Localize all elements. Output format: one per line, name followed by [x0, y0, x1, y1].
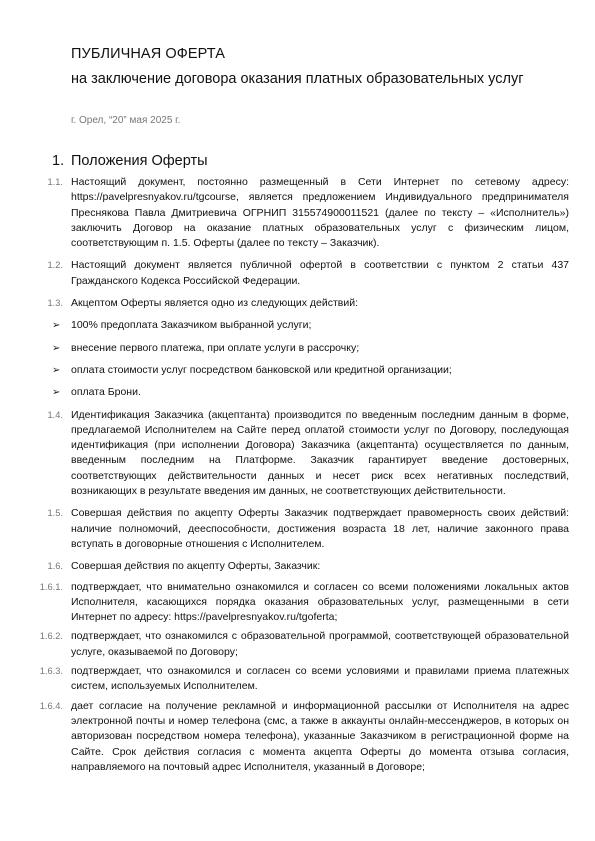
clause-text: оплата Брони. — [71, 386, 141, 399]
clause-item — [0, 506, 595, 552]
place-and-date: г. Орел, “20” мая 2025 г. — [71, 115, 181, 126]
bullet-item — [0, 318, 595, 333]
clause-item — [0, 258, 595, 289]
document-subtitle: на заключение договора оказания платных образовательных услуг — [71, 71, 524, 87]
clause-number: 1.6.3. — [39, 666, 63, 677]
clause-text: подтверждает, что ознакомился и согласен со всеми условиями и правилами приема платежных систем, используемых Исполнителем. — [71, 665, 569, 693]
clause-number: 1.1. — [47, 177, 63, 187]
clause-item — [0, 664, 595, 695]
clause-item — [0, 559, 595, 574]
clause-item — [0, 699, 595, 775]
clause-number: 1.3. — [47, 298, 63, 309]
clause-text: подтверждает, что внимательно ознакомился и согласен со всеми положениями локальных актов Исполнителя, касающихся порядка оказания образовательных услуг, размещенными в сети Интернет по адресу: https://pavelpresnyakov.ru/tgoferta; — [71, 580, 569, 624]
arrow-bullet-icon: ➢ — [52, 364, 61, 376]
arrow-bullet-icon: ➢ — [52, 342, 61, 354]
clause-text: внесение первого платежа, при оплате услуги в рассрочку; — [71, 341, 360, 354]
clause-text: дает согласие на получение рекламной и информационной рассылки от Исполнителя на адрес электронной почты и номер телефона (смс, а также в аккаунты онлайн-мессенджеров, в которых он авторизован посредством номера телефона), указанные Заказчиком в регистрационной форме на Сайте. Срок действия согласия с момента акцепта Оферты до момента отзыва согласия, направляемого на почтовый адрес Исполнителя, указанный в Договоре; — [71, 699, 569, 773]
section-number: 1. — [52, 153, 65, 169]
clause-number: 1.6. — [47, 561, 63, 572]
clause-number: 1.6.2. — [39, 631, 63, 642]
clauses-list — [0, 175, 595, 779]
bullet-item — [0, 363, 595, 378]
clause-number: 1.6.1. — [39, 581, 63, 592]
clause-item — [0, 408, 595, 500]
clause-item — [0, 175, 595, 251]
clause-text: 100% предоплата Заказчиком выбранной услуги; — [71, 319, 312, 332]
clause-text: Совершая действия по акцепту Оферты, Заказчик: — [71, 560, 321, 573]
arrow-bullet-icon: ➢ — [52, 387, 61, 399]
clause-text: Настоящий документ, постоянно размещенный в Сети Интернет по сетевому адресу: https://pavelpresnyakov.ru/tgcourse, является предложением Индивидуального предпринимателя Преснякова Павла Дмитриевича ОГРНИП 315574900011521 (далее по тексту – «Исполнитель») заключить Договор на оказание платных образовательных услуг с физическим лицом, соответствующим п. 1.5. Оферты (далее по тексту – Заказчик). — [71, 176, 569, 250]
clause-text: подтверждает, что ознакомился с образовательной программой, соответствующей образовательной услуге, оказываемой по Договору; — [71, 630, 569, 658]
clause-text: Идентификация Заказчика (акцептанта) производится по введенным последним данным в форме, предлагаемой Исполнителем на Сайте перед оплатой стоимости услуг по Договору, последующая идентификация (при исполнении Договора) Заказчика (акцептанта) осуществляется по данным, введенным последним на Платформе. Заказчик гарантирует введение достоверных, соответствующих действительности данных и несет риск всех негативных последствий, возникающих в результате введения им данных, не соответствующих действительности. — [71, 408, 569, 498]
clause-number: 1.2. — [47, 260, 63, 271]
clause-text: Совершая действия по акцепту Оферты Заказчик подтверждает правомерность своих действий: наличие полномочий, дееспособности, достижения возраста 18 лет, наличие законного права вступать в договорные отношения с Исполнителем. — [71, 507, 569, 550]
clause-item — [0, 580, 595, 626]
clause-text: оплата стоимости услуг посредством банковской или кредитной организации; — [71, 363, 452, 376]
arrow-bullet-icon: ➢ — [52, 320, 61, 332]
bullet-item — [0, 385, 595, 400]
section-title: Положения Оферты — [71, 153, 208, 169]
clause-number: 1.4. — [47, 409, 63, 420]
clause-text: Акцептом Оферты является одно из следующих действий: — [71, 297, 358, 310]
document-title: ПУБЛИЧНАЯ ОФЕРТА — [71, 46, 226, 62]
clause-number: 1.5. — [47, 508, 63, 519]
clause-number: 1.6.4. — [39, 700, 63, 711]
clause-text: Настоящий документ является публичной офертой в соответствии с пунктом 2 статьи 437 Гражданского Кодекса Российской Федерации. — [71, 259, 569, 287]
clause-item — [0, 296, 595, 311]
clause-item — [0, 629, 595, 660]
bullet-item — [0, 341, 595, 356]
